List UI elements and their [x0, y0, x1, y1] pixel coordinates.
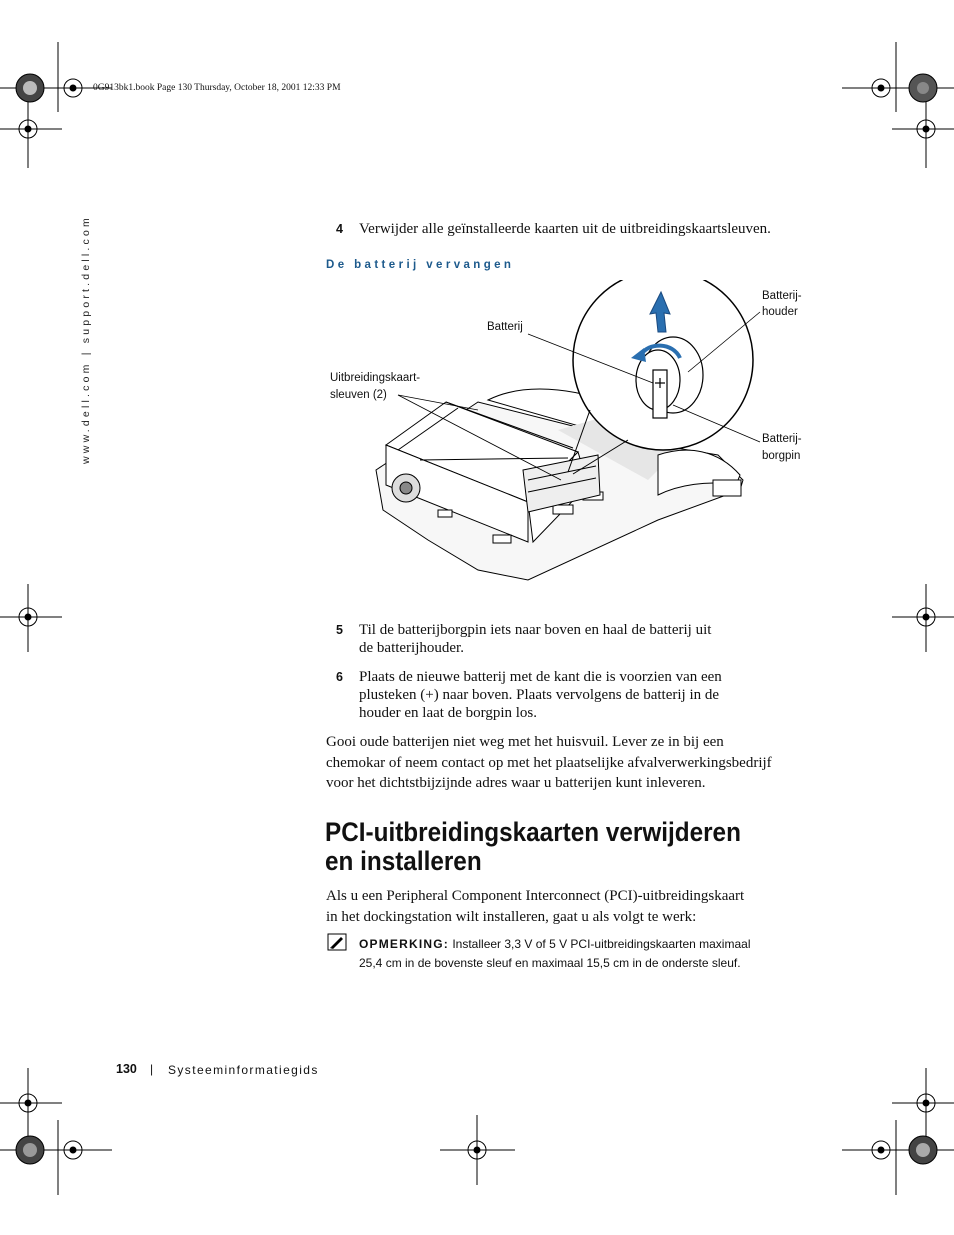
print-info-header: 0G913bk1.book Page 130 Thursday, October 18, 2001 12:33 PM: [93, 83, 341, 93]
section-title: [325, 818, 775, 876]
step-text: [359, 621, 779, 657]
paragraph-line: in het dockingstation wilt installeren, gaat u als volgt te werk:: [326, 908, 697, 925]
note-pencil-icon: [327, 933, 347, 951]
step-5: [326, 621, 806, 661]
label-pin-1: Batterij-: [762, 433, 802, 445]
step-4: [326, 220, 806, 240]
step-text-line: de batterijhouder.: [359, 640, 464, 656]
step-number: 5: [336, 623, 343, 637]
note: [359, 935, 829, 973]
step-text-line: Plaats de nieuwe batterij met de kant die is voorzien van een: [359, 669, 722, 685]
footer-separator: |: [150, 1062, 154, 1076]
step-number: 4: [336, 222, 343, 236]
label-battery-holder-2: houder: [762, 306, 798, 318]
section-title-line: PCI-uitbreidingskaarten verwijderen: [325, 817, 741, 847]
label-battery: Batterij: [487, 321, 523, 333]
sidebar-url: www.dell.com | support.dell.com: [80, 215, 92, 464]
paragraph-line: Gooi oude batterijen niet weg met het huisvuil. Lever ze in bij een: [326, 734, 724, 750]
note-label: OPMERKING:: [359, 937, 449, 951]
step-text-line: houder en laat de borgpin los.: [359, 705, 538, 721]
subheading: De batterij vervangen: [326, 259, 515, 271]
paragraph-line: chemokar of neem contact op met het plaatselijke afvalverwerkingsbedrijf: [326, 754, 772, 771]
note-text-line: 25,4 cm in de bovenste sleuf en maximaal 15,5 cm in de onderste sleuf.: [359, 956, 741, 970]
label-slots-2: sleuven (2): [330, 389, 387, 401]
step-6: [326, 668, 806, 726]
label-battery-holder-1: Batterij-: [762, 290, 802, 302]
section-intro: [326, 886, 806, 927]
paragraph-line: Als u een Peripheral Component Interconnect (PCI)-uitbreidingskaart: [326, 888, 745, 904]
step-text: Verwijder alle geïnstalleerde kaarten uit de uitbreidingskaartsleuven.: [359, 221, 771, 237]
label-pin-2: borgpin: [762, 450, 801, 462]
disposal-paragraph: [326, 732, 806, 794]
step-number: 6: [336, 670, 343, 684]
footer-title: Systeeminformatiegids: [168, 1063, 319, 1077]
docking-station-illustration: [328, 280, 828, 590]
step-text-line: Til de batterijborgpin iets naar boven en haal de batterij uit: [359, 622, 712, 638]
label-slots-1: Uitbreidingskaart-: [330, 372, 421, 384]
battery-figure: [328, 280, 828, 590]
section-title-line: en installeren: [325, 846, 482, 876]
paragraph-line: voor het dichtstbijzijnde adres waar u batterijen kunt inleveren.: [326, 775, 706, 791]
step-text: [359, 668, 779, 722]
step-text-line: plusteken (+) naar boven. Plaats vervolgens de batterij in de: [359, 687, 720, 703]
note-text-line: Installeer 3,3 V of 5 V PCI-uitbreidingskaarten maximaal: [452, 937, 751, 951]
page-number: 130: [116, 1062, 137, 1076]
